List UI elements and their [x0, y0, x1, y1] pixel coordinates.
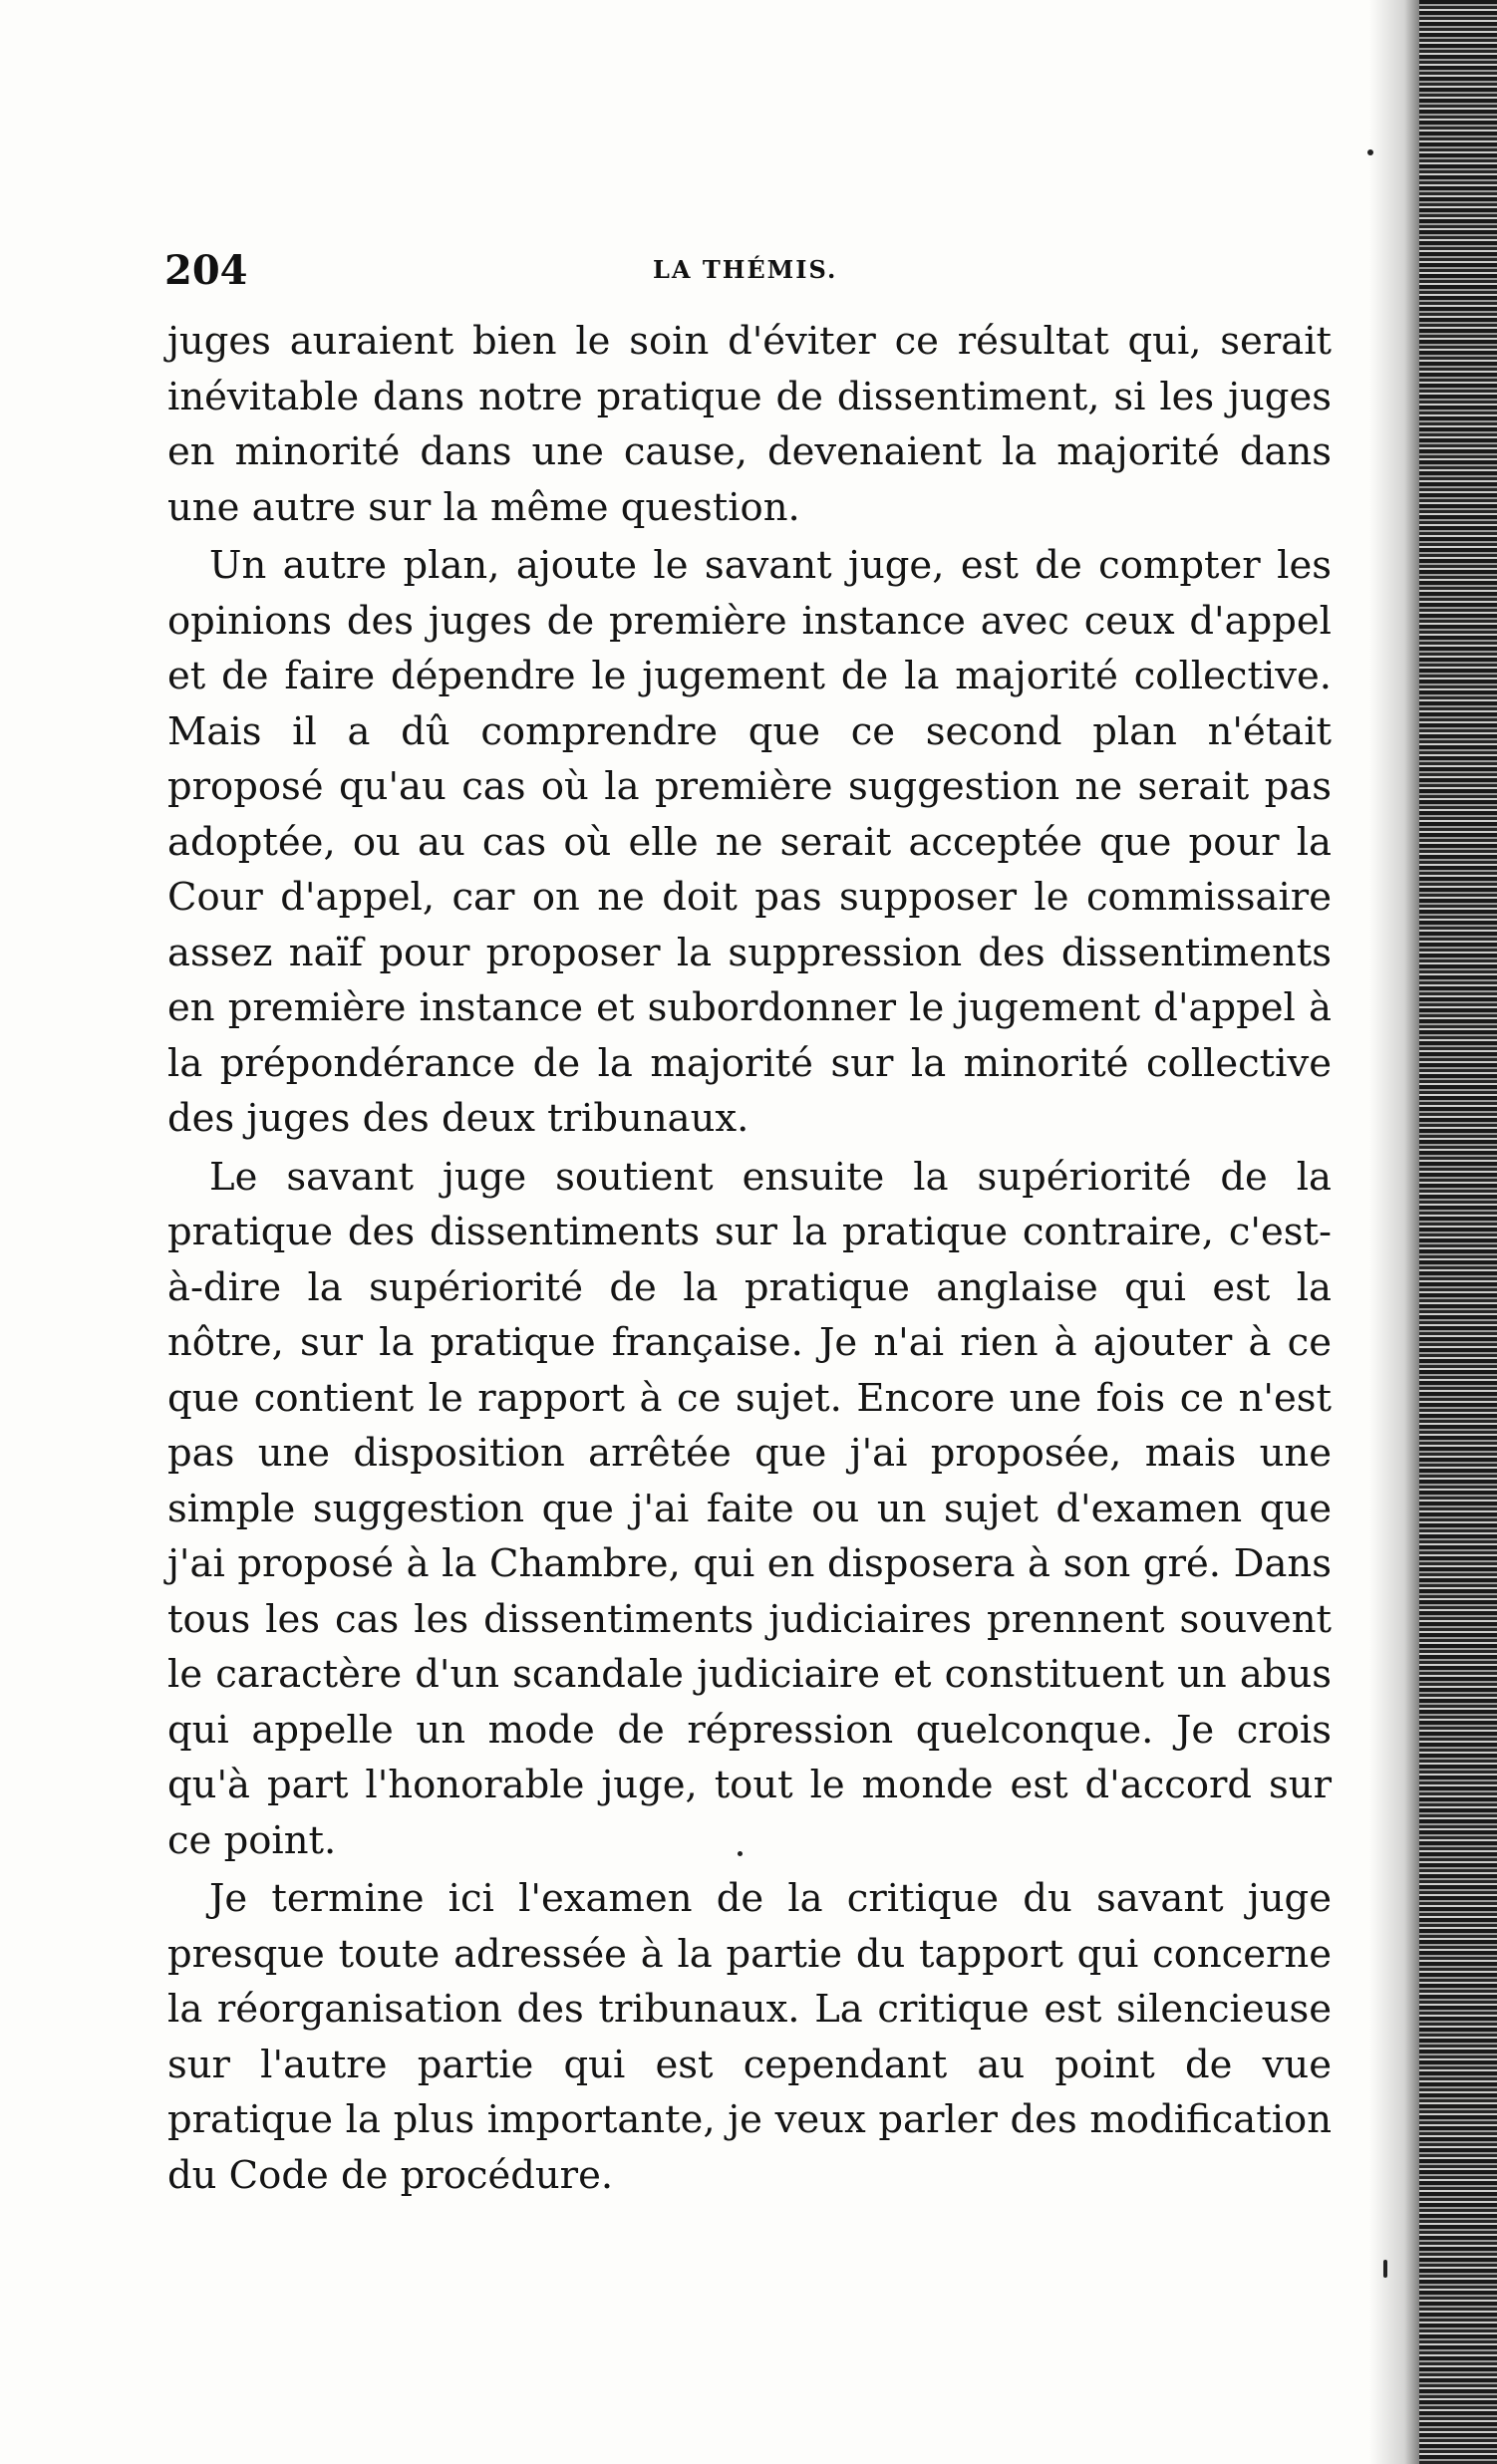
paragraph-3: Le savant juge soutient ensuite la supériorité de la pratique des dissentiments sur la pratique contraire, c'est-à-dire la supériorité de la pratique anglaise qui est la nôtre, sur la pratique française. Je n'ai rien à ajouter à ce que contient le rapport à ce sujet. Encore une fois ce n'est pas une disposition arrêtée que j'ai proposée, mais une simple suggestion que j'ai faite ou un sujet d'examen que j'ai proposé à la Chambre, qui en disposera à son gré. Dans tous les cas les dissentiments judiciaires prennent souvent le caractère d'un scandale judiciaire et constituent un abus qui appelle un mode de répression quelconque. Je crois qu'à part l'honorable juge, tout le monde est d'accord sur ce point.: [167, 1154, 1332, 1863]
paragraph-4: Je termine ici l'examen de la critique du savant juge presque toute adressée à la partie du tapport qui concerne la réorganisation des tribunaux. La critique est silencieuse sur l'autre partie qui est cependant au point de vue pratique la plus importante, je veux parler des modification du Code de procédure.: [167, 1876, 1332, 2198]
page-header: [164, 247, 1331, 295]
ink-speck: [738, 1851, 743, 1856]
page-edge: [1419, 0, 1497, 2464]
running-title: LA THÉMIS.: [653, 255, 838, 284]
paragraph-1: juges auraient bien le soin d'éviter ce résultat qui, serait inévitable dans notre pratique de dissentiment, si les juges en minorité dans une cause, devenaient la majorité dans une autre sur la même question.: [167, 319, 1332, 530]
ink-speck: [1383, 2260, 1387, 2278]
page-edge-shadow: [1369, 0, 1419, 2464]
ink-speck: [1367, 149, 1373, 155]
paragraph-2: Un autre plan, ajoute le savant juge, est de compter les opinions des juges de première instance avec ceux d'appel et de faire dépendre le jugement de la majorité collective. Mais il a dû comprendre que ce second plan n'était proposé qu'au cas où la première suggestion ne serait pas adoptée, ou au cas où elle ne serait acceptée que pour la Cour d'appel, car on ne doit pas supposer le commissaire assez naïf pour proposer la suppression des dissentiments en première instance et subordonner le jugement d'appel à la prépondérance de la majorité sur la minorité collective des juges des deux tribunaux.: [167, 543, 1332, 1141]
body-text: [167, 314, 1332, 2206]
page-number: 204: [164, 247, 248, 294]
